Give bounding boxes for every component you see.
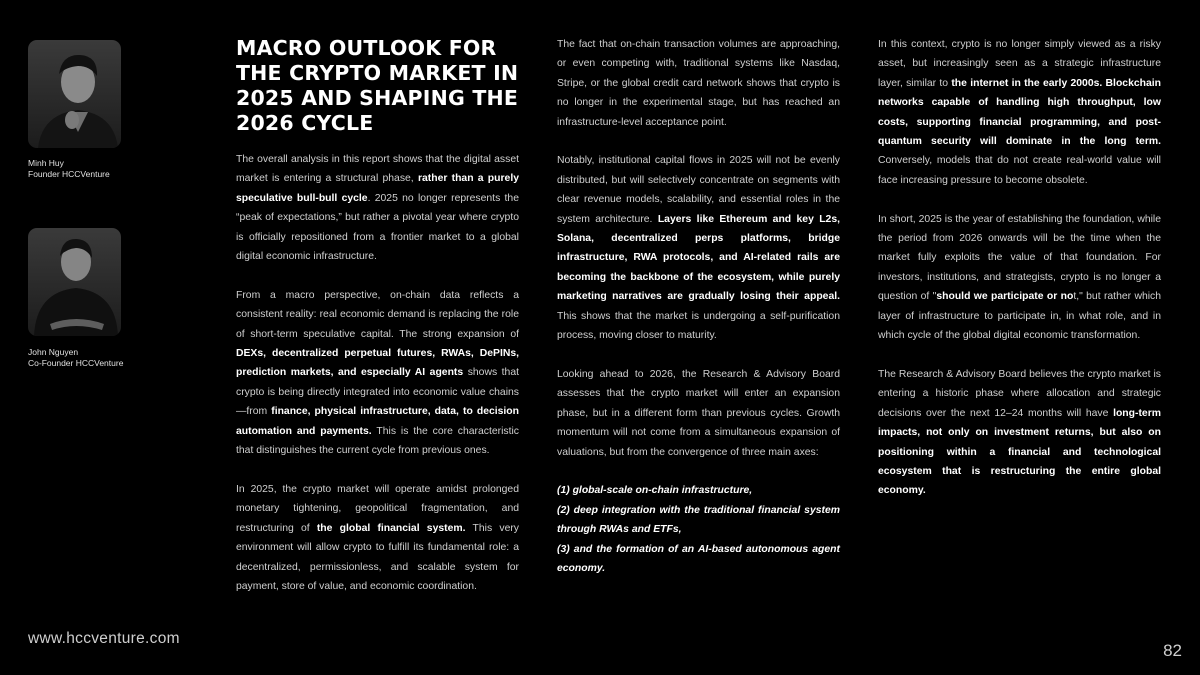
text-segment: shows that crypto is being directly integrated into economic value chains—from: [236, 367, 519, 418]
paragraph: [557, 365, 840, 462]
paragraph: [236, 480, 519, 596]
text-segment: . 2025 no longer represents the “peak of expectations,” but rather a pivotal year where crypto is officially repositioned from a frontier market to a global digital economic infrastructure.: [236, 192, 519, 263]
avatar-minh-huy: [28, 40, 121, 148]
text-segment: This very environment will allow crypto to fulfill its fundamental role: a decentralized, permissionless, and scalable system for payment, store of value, and economic coordination.: [236, 522, 520, 592]
person-role: Co-Founder HCCVenture: [28, 358, 124, 368]
text-segment: finance, physical infrastructure, data, to decision automation and payments.: [236, 406, 520, 437]
text-segment: the internet in the early 2000s. Blockchain networks capable of handling high throughput, low costs, supporting financial programming, and post-quantum security will dominate in the long term.: [878, 77, 1161, 148]
paragraph: [236, 150, 519, 266]
person-name: John Nguyen: [28, 347, 79, 357]
text-segment: Conversely, models that do not create real-world value will face increasing pressure to become obsolete.: [878, 155, 1161, 186]
paragraph: [557, 35, 840, 132]
text-segment: (3) and the formation of an AI-based autonomous agent economy.: [557, 543, 840, 574]
avatar-john-nguyen: [28, 228, 121, 336]
text-segment: Looking ahead to 2026, the Research & Advisory Board assesses that the crypto market will enter an expansion phase, but in a different form than previous cycles. Growth momentum will not come from a simultaneous expansion of valuations, but from the convergence of three main axes:: [557, 368, 840, 458]
text-segment: This is the core characteristic that distinguishes the current cycle from previous ones.: [236, 425, 519, 457]
page-number: 82: [1163, 641, 1182, 660]
paragraph: [878, 35, 1161, 190]
text-segment: rather than a purely speculative bull-bull cycle: [236, 173, 519, 204]
text-segment: This shows that the market is undergoing a self-purification process, moving closer to maturity.: [557, 310, 840, 342]
text-column-1: [236, 150, 519, 616]
text-segment: long-term impacts, not only on investment returns, but also on positioning within a financial and technological ecosystem that is restructuring the entire global economy.: [878, 407, 1161, 497]
text-segment: the global financial system.: [316, 522, 466, 534]
text-segment: Layers like Ethereum and key L2s, Solana, decentralized perps platforms, bridge infrastructure, RWA protocols, and AI-related rails are becoming the backbone of the ecosystem, while purely marketing narratives are gradually losing their appeal.: [557, 213, 840, 303]
text-column-2: [557, 35, 840, 598]
text-segment: t," but rather which layer of infrastructure to participate in, in what role, and in which cycle of the global digital economic transformation.: [878, 291, 1162, 342]
text-segment: From a macro perspective, on-chain data reflects a consistent reality: real economic demand is replacing the role of short-term speculative capital. The strong expansion of: [236, 289, 519, 340]
text-segment: should we participate or no: [936, 291, 1074, 303]
paragraph: [236, 286, 519, 461]
page-title: MACRO OUTLOOK FOR THE CRYPTO MARKET IN 2025 AND SHAPING THE 2026 CYCLE: [236, 36, 519, 135]
text-segment: The overall analysis in this report shows that the digital asset market is entering a structural phase,: [236, 154, 519, 185]
text-segment: The fact that on-chain transaction volumes are approaching, or even competing with, traditional systems like Nasdaq, Stripe, or the global credit card network shows that crypto is no longer in the experimental stage, but has reached an infrastructure-level acceptance point.: [557, 39, 840, 128]
paragraph: [878, 365, 1161, 501]
text-column-3: [878, 35, 1161, 520]
person-silhouette-icon: [28, 40, 121, 148]
paragraph: [557, 481, 840, 578]
website-url: www.hccventure.com: [28, 630, 180, 647]
text-segment: DEXs, decentralized perpetual futures, RWAs, DePINs, prediction markets, and especially AI agents: [236, 348, 519, 379]
person-role: Founder HCCVenture: [28, 169, 110, 179]
text-segment: In this context, crypto is no longer simply viewed as a risky asset, but increasingly seen as a strategic infrastructure layer, similar to: [878, 39, 1161, 89]
text-segment: (1) global-scale on-chain infrastructure,: [557, 485, 753, 497]
text-segment: Notably, institutional capital flows in 2025 will not be evenly distributed, but will selectively concentrate on segments with clear revenue models, scalability, and essential roles in the system architecture.: [557, 155, 840, 225]
person-name: Minh Huy: [28, 158, 64, 168]
text-segment: In short, 2025 is the year of establishing the foundation, while the period from 2026 onwards will be the time when the market fully exploits the value of that foundation. For investors, institutions, and strategists, crypto is no longer a question of ": [878, 213, 1161, 303]
text-segment: In 2025, the crypto market will operate amidst prolonged monetary tightening, geopolitical fragmentation, and restructuring of: [236, 483, 519, 534]
paragraph: [878, 210, 1161, 346]
paragraph: [557, 151, 840, 345]
text-segment: The Research & Advisory Board believes the crypto market is entering a historic phase where allocation and strategic decisions over the next 12–24 months will have: [878, 368, 1161, 419]
text-segment: (2) deep integration with the traditional financial system through RWAs and ETFs,: [557, 504, 840, 536]
person-silhouette-icon: [28, 228, 121, 336]
